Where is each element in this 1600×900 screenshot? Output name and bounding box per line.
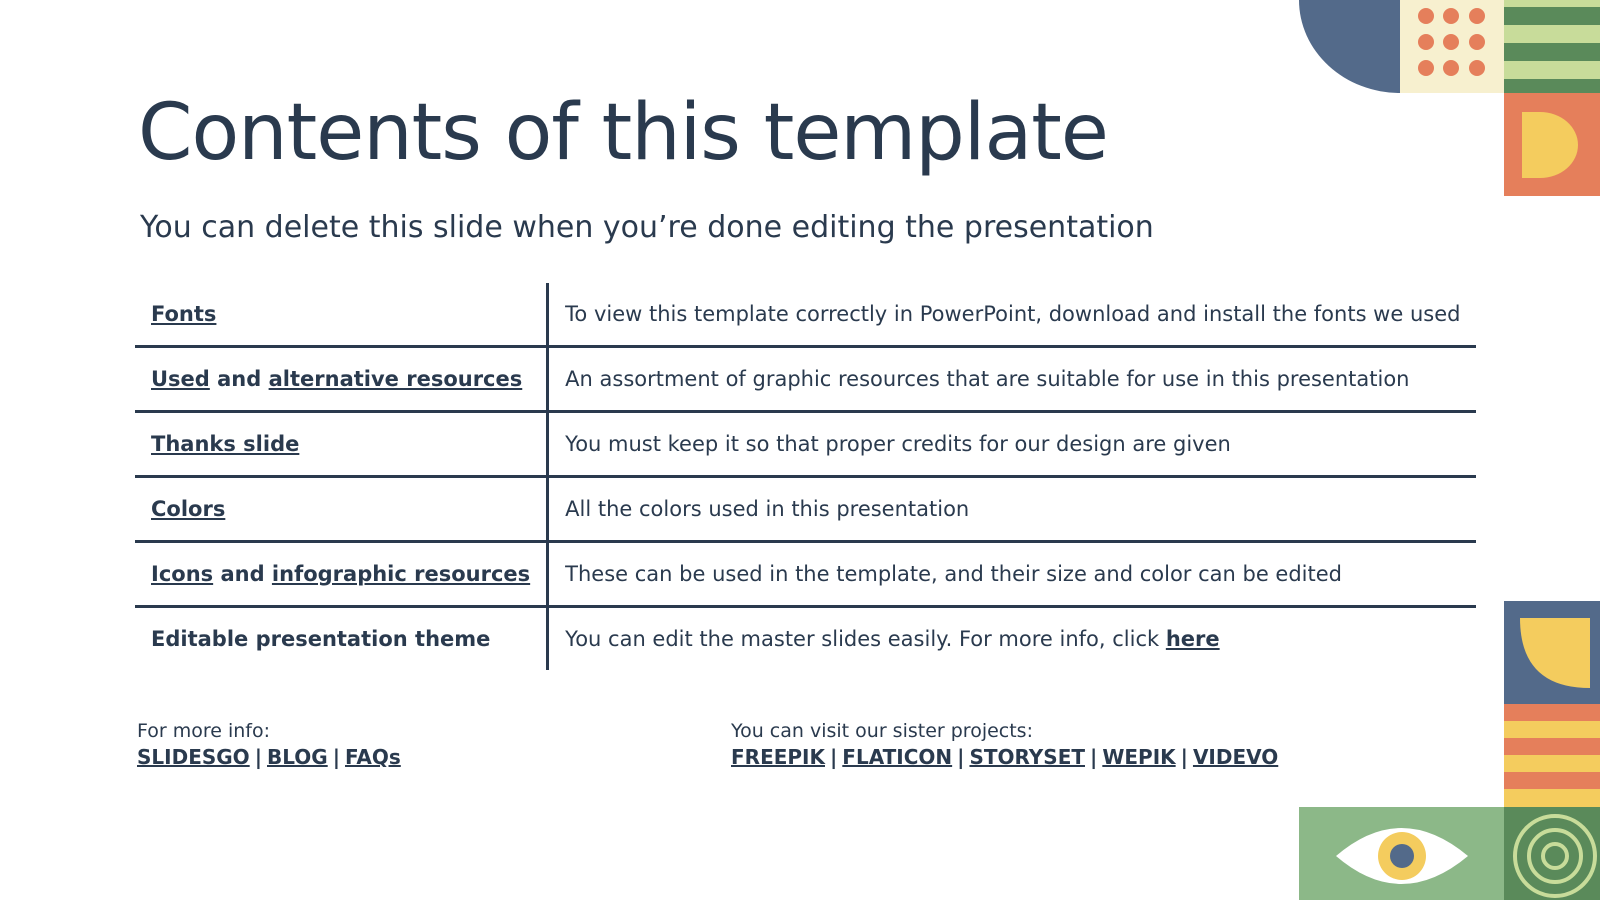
label-join: and xyxy=(213,562,272,586)
icons-link[interactable]: Icons xyxy=(151,562,214,586)
top-right-decoration xyxy=(1299,0,1600,196)
infographic-resources-link[interactable]: infographic resources xyxy=(271,562,531,586)
freepik-link[interactable]: FREEPIK xyxy=(731,745,825,769)
link-separator: | xyxy=(254,745,262,769)
link-separator: | xyxy=(829,745,838,769)
quarter-circle-shape xyxy=(1299,0,1400,93)
wepik-link[interactable]: WEPIK xyxy=(1102,745,1176,769)
fonts-link[interactable]: Fonts xyxy=(151,302,217,326)
link-separator: | xyxy=(1180,745,1188,769)
stripes-panel-warm xyxy=(1504,704,1600,807)
row-description: An assortment of graphic resources that are suitable for use in this presentation xyxy=(548,347,1477,412)
thanks-slide-link[interactable]: Thanks slide xyxy=(151,432,300,456)
link-separator: | xyxy=(957,745,965,769)
theme-description-text: You can edit the master slides easily. For more info, click xyxy=(565,627,1166,651)
storyset-link[interactable]: STORYSET xyxy=(969,745,1085,769)
row-description: You must keep it so that proper credits for our design are given xyxy=(548,412,1477,477)
faqs-link[interactable]: FAQs xyxy=(345,745,401,769)
right-side-decoration xyxy=(1504,601,1600,807)
bottom-right-decoration xyxy=(1299,807,1600,900)
slidesgo-link[interactable]: SLIDESGO xyxy=(137,745,250,769)
row-description: These can be used in the template, and their size and color can be edited xyxy=(548,542,1477,607)
dot-grid-icon xyxy=(1418,8,1485,76)
slide-title: Contents of this template xyxy=(138,88,1108,178)
row-description: All the colors used in this presentation xyxy=(548,477,1477,542)
flaticon-link[interactable]: FLATICON xyxy=(842,745,953,769)
alternative-resources-link[interactable]: alternative resources xyxy=(268,367,523,391)
stripes-panel xyxy=(1504,0,1600,93)
videvo-link[interactable]: VIDEVO xyxy=(1192,745,1279,769)
link-separator: | xyxy=(1090,745,1098,769)
link-separator: | xyxy=(332,745,341,769)
label-join: and xyxy=(209,367,269,391)
sister-projects-label: You can visit our sister projects: xyxy=(731,720,1033,742)
colors-link[interactable]: Colors xyxy=(151,497,226,521)
target-panel xyxy=(1504,807,1600,900)
slide-subtitle: You can delete this slide when you’re done editing the presentation xyxy=(140,210,1154,245)
row-description: To view this template correctly in PowerPoint, download and install the fonts we used xyxy=(565,302,1461,326)
row-label-theme: Editable presentation theme xyxy=(135,607,548,671)
used-resources-link[interactable]: Used xyxy=(151,367,210,391)
here-link[interactable]: here xyxy=(1165,627,1220,651)
more-info-label: For more info: xyxy=(137,720,271,742)
blog-link[interactable]: BLOG xyxy=(267,745,328,769)
eye-pupil xyxy=(1390,844,1414,868)
